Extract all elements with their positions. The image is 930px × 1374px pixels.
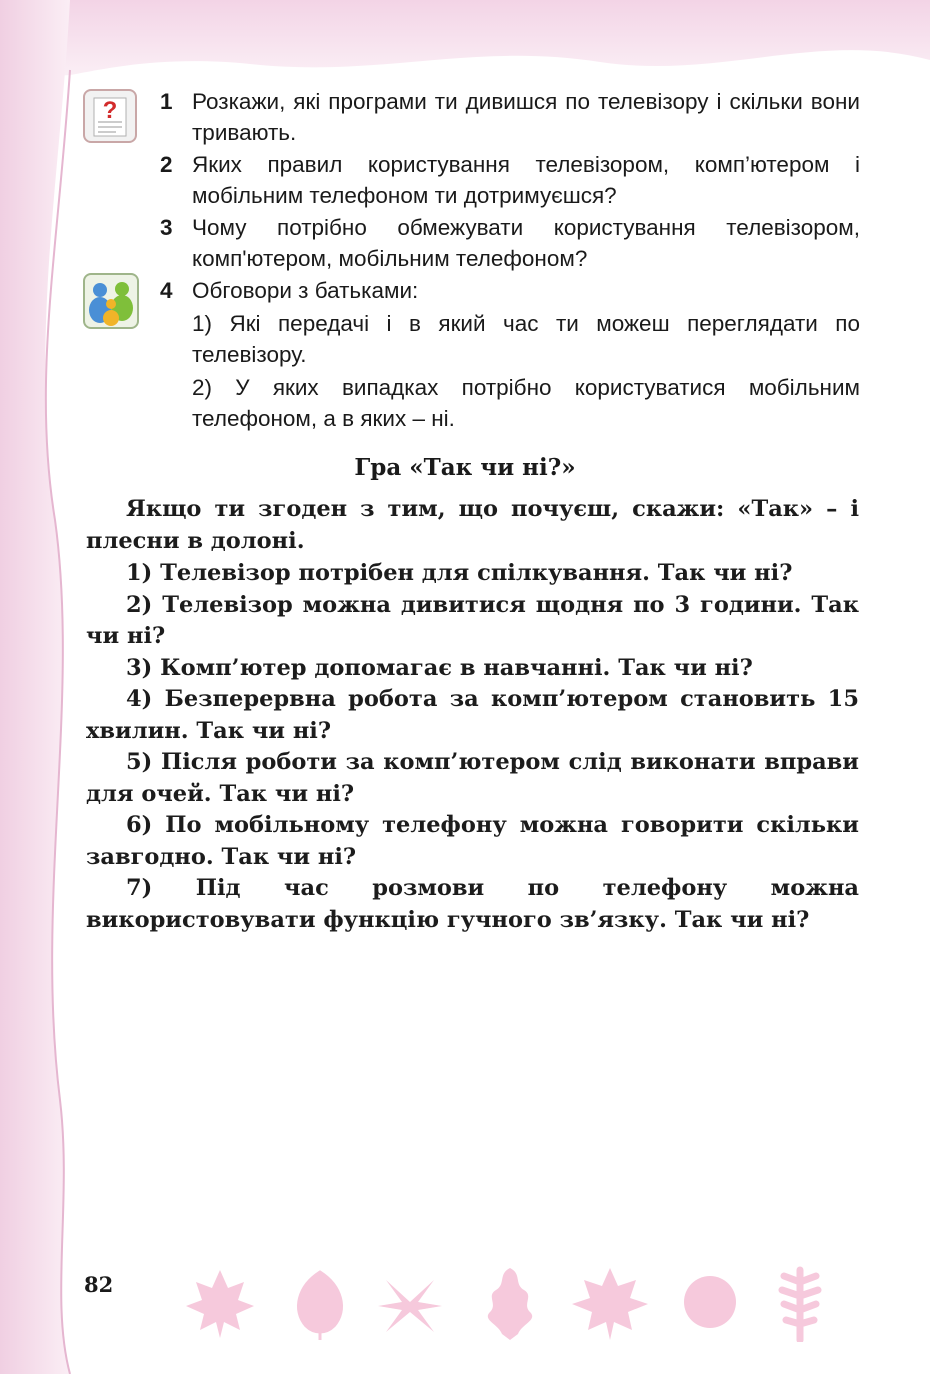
round-leaf-icon <box>684 1276 736 1328</box>
page-number: 82 <box>84 1272 114 1297</box>
discussion-subitem: 2) У яких випадках потрібно користуватися мобільним телефоном, а в яких – ні. <box>192 375 860 431</box>
question-text: Яких правил користування телевізором, комп’ютером і мобільним телефоном ти дотримуєшся? <box>192 152 860 208</box>
question-text: Розкажи, які програми ти дивишся по телевізору і скільки вони тривають. <box>192 89 860 145</box>
question-item <box>160 212 860 274</box>
game-statement: 3) Комп’ютер допомагає в навчанні. Так чи ні? <box>126 654 753 681</box>
game-statement: 1) Телевізор потрібен для спілкування. Так чи ні? <box>126 560 793 586</box>
question-text: Обговори з батьками: <box>192 278 419 303</box>
decorative-leaves <box>180 1262 840 1342</box>
question-sheet-icon <box>82 88 138 144</box>
question-number: 4 <box>160 278 173 303</box>
question-number: 2 <box>160 152 173 177</box>
game-intro: Якщо ти згоден з тим, що почуєш, скажи: «Так» – і плесни в долоні. <box>86 496 859 554</box>
question-number: 3 <box>160 215 173 240</box>
chestnut-leaf-icon <box>378 1280 442 1332</box>
game-statement: 7) Під час розмови по телефону можна використовувати функцію гучного зв’язку. Так чи ні? <box>86 875 859 933</box>
birch-leaf-icon <box>298 1272 341 1340</box>
question-item <box>160 149 860 211</box>
svg-text:?: ? <box>102 97 118 124</box>
discussion-subitem: 1) Які передачі і в який час ти можеш переглядати по телевізору. <box>192 311 860 367</box>
game-title: Гра «Так чи ні?» <box>354 454 576 481</box>
game-statement: 4) Безперервна робота за комп’ютером становить 15 хвилин. Так чи ні? <box>86 686 859 744</box>
game-statement: 6) По мобільному телефону можна говорити скільки завгодно. Так чи ні? <box>86 812 859 870</box>
question-item <box>160 86 860 148</box>
questions-list <box>160 86 860 434</box>
maple-leaf-icon <box>572 1268 648 1340</box>
game-statement: 5) Після роботи за комп’ютером слід виконати вправи для очей. Так чи ні? <box>86 749 859 807</box>
oak-leaf-icon <box>488 1268 532 1340</box>
question-text: Чому потрібно обмежувати користування телевізором, комп'ютером, мобільним телефоном? <box>192 215 860 271</box>
question-number: 1 <box>160 89 173 114</box>
game-statement: 2) Телевізор можна дивитися щодня по 3 години. Так чи ні? <box>86 591 859 649</box>
question-item <box>160 275 860 306</box>
rowan-leaf-icon <box>782 1270 818 1340</box>
maple-leaf-icon <box>186 1270 254 1338</box>
family-discussion-icon <box>82 272 138 328</box>
game-section <box>86 494 859 936</box>
